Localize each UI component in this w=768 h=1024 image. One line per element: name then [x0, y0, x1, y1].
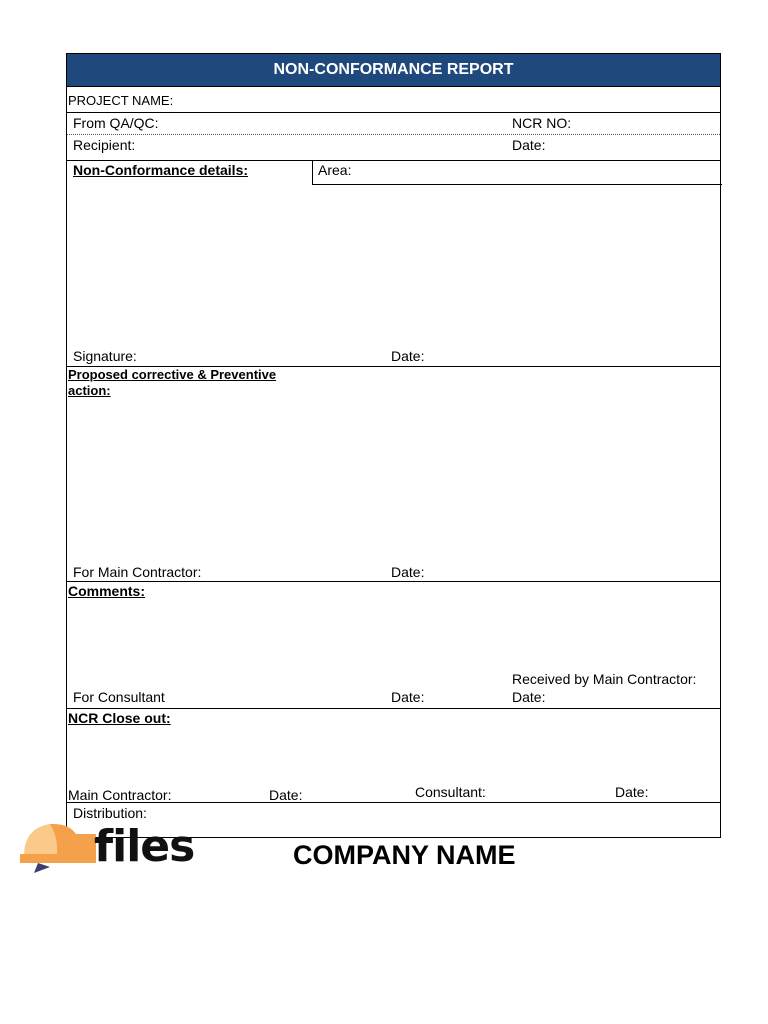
for-consultant-label: For Consultant [73, 689, 165, 705]
close-consultant-label: Consultant: [415, 784, 486, 800]
area-label: Area: [318, 162, 352, 178]
divider [67, 802, 720, 803]
signature-date-label: Date: [391, 348, 425, 364]
close-consultant-date-label: Date: [615, 784, 649, 800]
ncr-no-label: NCR NO: [512, 115, 572, 131]
close-main-contractor-label: Main Contractor: [68, 787, 172, 803]
area-underline [312, 184, 722, 185]
from-qaqc-label: From QA/QC: [73, 115, 159, 131]
company-logo [20, 820, 220, 880]
for-main-contractor-label: For Main Contractor: [73, 564, 202, 580]
divider [67, 708, 720, 709]
logo-text: files [94, 821, 195, 872]
received-date-label: Date: [512, 689, 546, 705]
recipient-date-label: Date: [512, 137, 546, 153]
divider [67, 160, 720, 161]
divider [67, 112, 720, 113]
nc-details-title: Non-Conformance details: [73, 162, 249, 178]
project-name-label: PROJECT NAME: [68, 93, 174, 108]
consultant-date-label: Date: [391, 689, 425, 705]
area-divider [312, 160, 313, 184]
company-name: COMPANY NAME [293, 840, 516, 870]
form-title: NON-CONFORMANCE REPORT [67, 54, 720, 87]
ncr-form [66, 53, 721, 838]
close-main-date-label: Date: [269, 787, 303, 803]
corrective-date-label: Date: [391, 564, 425, 580]
distribution-label: Distribution: [73, 805, 147, 821]
signature-label: Signature: [73, 348, 137, 364]
comments-title: Comments: [68, 583, 146, 599]
received-by-main-contractor-label: Received by Main Contractor: [512, 671, 697, 687]
recipient-label: Recipient: [73, 137, 136, 153]
corrective-action-title: Proposed corrective & Preventive action: [68, 367, 277, 398]
divider [67, 581, 720, 582]
dotted-divider [67, 134, 720, 135]
close-out-title: NCR Close out: [68, 710, 171, 726]
